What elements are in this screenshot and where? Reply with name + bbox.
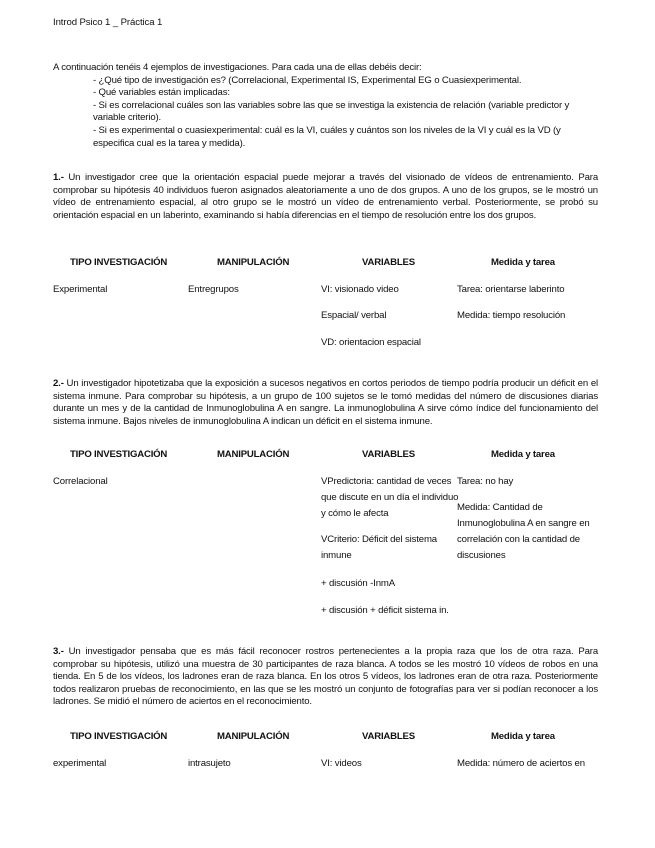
case-1-medida: Tarea: orientarse laberinto <box>457 284 565 295</box>
col-header-medida: Medida y tarea <box>491 449 555 460</box>
col-header-variables: VARIABLES <box>362 257 415 268</box>
instruction-bullet: - ¿Qué tipo de investigación es? (Correlacional, Experimental IS, Experimental EG o Cuasiexperimental. <box>93 74 522 86</box>
case-1-text: Un investigador cree que la orientación espacial puede mejorar a través del visionado de vídeos de entrenamiento. Para comprobar su hipótesis 40 individuos fueron asignados aleatoriamente a uno de dos grupos. A uno de los grupos, se le mostró un vídeo de entrenamiento espacial, al otro grupo se le mostró un vídeo de entrenamiento verbal. Posteriormente, se probó su orientación espacial en un laberinto, examinando si había diferencias en el tiempo de resolución entre los dos grupos. <box>53 172 599 221</box>
col-header-medida: Medida y tarea <box>491 731 555 742</box>
col-header-tipo: TIPO INVESTIGACIÓN <box>70 449 168 460</box>
case-1-medida: Medida: tiempo resolución <box>457 310 566 321</box>
case-3-manipulacion: intrasujeto <box>188 758 231 769</box>
instructions-lead: A continuación tenéis 4 ejemplos de investigaciones. Para cada una de ellas debéis decir: <box>53 62 422 73</box>
col-header-variables: VARIABLES <box>362 731 415 742</box>
case-1-manipulacion: Entregrupos <box>188 284 239 295</box>
case-1-variable: VD: orientacion espacial <box>321 337 421 348</box>
col-header-tipo: TIPO INVESTIGACIÓN <box>70 257 168 268</box>
case-3-tipo: experimental <box>53 758 107 769</box>
col-header-manipulacion: MANIPULACIÓN <box>217 731 290 742</box>
case-1-variable: VI: visionado video <box>321 284 399 295</box>
page-header: Introd Psico 1 _ Práctica 1 <box>53 17 163 28</box>
case-1-tipo: Experimental <box>53 284 108 295</box>
instruction-bullet: - Si es experimental o cuasiexperimental: cuál es la VI, cuáles y cuántos son los niveles de la VI y cuál es la VD (y especifica cual es la tarea y medida). <box>93 124 561 149</box>
case-1-number: 1.- <box>53 172 64 183</box>
case-2-tipo: Correlacional <box>53 476 108 487</box>
case-2-description <box>53 378 598 428</box>
instructions <box>53 62 598 150</box>
case-2-number: 2.- <box>53 378 64 389</box>
col-header-manipulacion: MANIPULACIÓN <box>217 449 290 460</box>
case-1-description <box>53 172 598 222</box>
case-2-text: Un investigador hipotetizaba que la exposición a sucesos negativos en cortos periodos de tiempo podría producir un déficit en el sistema inmune. Para comprobar su hipótesis, a un grupo de 100 sujetos se le tomó medidas del número de discusiones diarias durante un mes y de la cantidad de Inmunoglobulina A en sangre. La inmunoglobulina A sirve cómo índice del funcionamiento del sistema inmune. Bajos niveles de inmunoglobulina A indican un déficit en el sistema inmune. <box>53 378 599 427</box>
case-3-text: Un investigador pensaba que es más fácil reconocer rostros pertenecientes a la propia raza que los de otra raza. Para comprobar su hipótesis, utilizó una muestra de 30 participantes de raza blanca. A todos se les mostró 10 vídeos de robos en una tienda. En 5 de los vídeos, los ladrones eran de raza blanca. En los otros 5 vídeos, los ladrones eran de otra raza. Posteriormente todos realizaron pruebas de reconocimiento, en las que se les mostró un conjunto de fotografías para ver si podían reconocer a los ladrones. Se midió el número de aciertos en el reconocimiento. <box>53 646 599 708</box>
case-3-number: 3.- <box>53 646 64 657</box>
case-1-variable: Espacial/ verbal <box>321 310 387 321</box>
col-header-manipulacion: MANIPULACIÓN <box>217 257 290 268</box>
case-2-medida: Tarea: no hay <box>457 476 514 487</box>
case-3-medida: Medida: número de aciertos en <box>457 758 585 769</box>
col-header-tipo: TIPO INVESTIGACIÓN <box>70 731 168 742</box>
case-2-medida: Medida: Cantidad de Inmunoglobulina A en sangre en correlación con la cantidad de discusiones <box>457 502 590 561</box>
case-3-description <box>53 646 598 709</box>
case-2-variable: + discusión + déficit sistema in. <box>321 605 449 616</box>
col-header-medida: Medida y tarea <box>491 257 555 268</box>
case-2-variable: + discusión -InmA <box>321 578 395 589</box>
case-3-variable: VI: videos <box>321 758 362 769</box>
case-2-variable: VCriterio: Déficit del sistema inmune <box>321 534 437 561</box>
instruction-bullet: - Qué variables están implicadas: <box>93 87 230 99</box>
case-2-variable: VPredictoria: cantidad de veces que discute en un día el individuo y cómo le afecta <box>321 476 459 519</box>
instruction-bullet: - Si es correlacional cuáles son las variables sobre las que se investiga la existencia de relación (variable predictor y variable criterio). <box>93 99 570 124</box>
col-header-variables: VARIABLES <box>362 449 415 460</box>
